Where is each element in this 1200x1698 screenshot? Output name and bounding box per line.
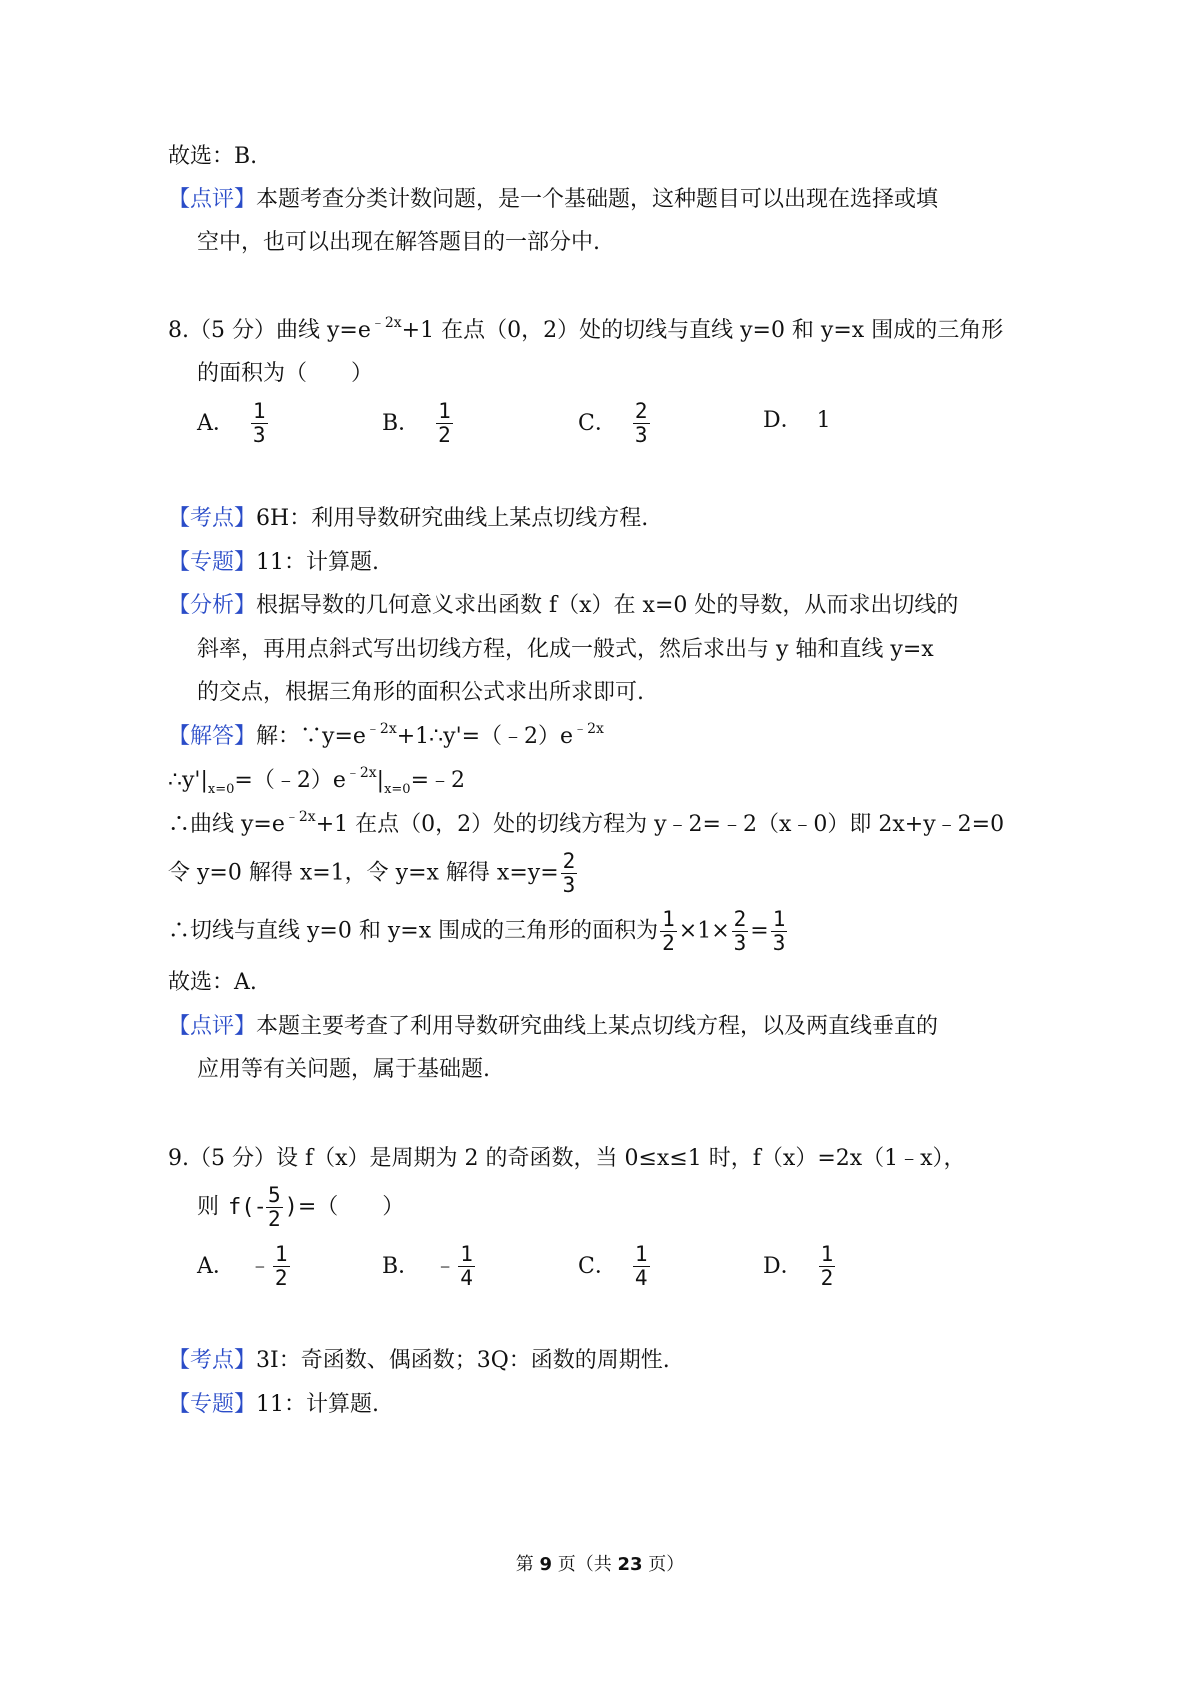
q8-jieda-line-3: ∴曲线 $y=e^{﹣2x}+1$ 在点（0，2）处的切线方程为 y﹣2=﹣2（x﹣0）即 2x+y﹣2=0: [168, 809, 1005, 837]
page-footer: 第 9 页（共 23 页）: [515, 1554, 685, 1575]
q8-fenxi-line-2: 斜率，再用点斜式写出切线方程，化成一般式，然后求出与 y 轴和直线 y=x: [197, 637, 934, 662]
q8-review-line-1: 【点评】本题主要考查了利用导数研究曲线上某点切线方程，以及两直线垂直的: [168, 1014, 939, 1039]
q8-fenxi-line-1: 【分析】根据导数的几何意义求出函数 f（x）在 x=0 处的导数，从而求出切线的: [168, 593, 959, 618]
q8-kaodian: 【考点】6H：利用导数研究曲线上某点切线方程.: [168, 506, 649, 531]
q8-fenxi-line-3: 的交点，根据三角形的面积公式求出所求即可.: [197, 680, 644, 705]
q8-option-b: B． $\frac{1}{2}$: [382, 399, 451, 447]
q8-jieda-line-5: ∴切线与直线 y=0 和 y=x 围成的三角形的面积为 $\frac{1}{2}$ ×1× $\frac{2}{3}$ = $\frac{1}{3}$: [168, 907, 786, 955]
prev-answer: 故选：B.: [168, 144, 258, 169]
q8-answer: 故选：A.: [168, 970, 257, 995]
q8-stem-text-b: +1 在点（0，2）处的切线与直线 y=0 和 y=x 围成的三角形: [401, 318, 1004, 343]
q8-stem-line-1: [168, 316, 1003, 348]
q9-option-c: C． $\frac{1}{4}$: [578, 1242, 648, 1290]
q8-zhuanti: 【专题】11：计算题.: [168, 550, 380, 575]
q9-option-d: D． $\frac{1}{2}$: [763, 1242, 834, 1290]
q9-zhuanti: 【专题】11：计算题.: [168, 1392, 380, 1417]
q8-option-d: D． 1: [763, 408, 831, 433]
review-tag: 【点评】: [168, 187, 257, 212]
q8-review-line-2: 应用等有关问题，属于基础题.: [197, 1057, 490, 1082]
prev-review-line-2: 空中，也可以出现在解答题目的一部分中.: [197, 230, 600, 255]
review-text: 本题考查分类计数问题，是一个基础题，这种题目可以出现在选择或填: [256, 187, 939, 212]
q8-option-a: A． $\frac{1}{3}$: [197, 399, 266, 447]
q9-kaodian: 【考点】3I：奇函数、偶函数；3Q：函数的周期性.: [168, 1348, 670, 1373]
q8-exponent: ﹣2x: [370, 315, 402, 331]
q8-stem-line-2: 的面积为（ ）: [197, 361, 374, 386]
q8-option-c: C． $\frac{2}{3}$: [578, 399, 648, 447]
q8-stem-text: 8.（5 分）曲线 y=e: [168, 318, 371, 343]
page-total: 23: [617, 1554, 643, 1575]
q9-option-b: B． ﹣ $\frac{1}{4}$: [382, 1242, 473, 1290]
q9-option-a: A． ﹣ $\frac{1}{2}$: [197, 1242, 288, 1290]
q8-jieda-line-4: 令 y=0 解得 x=1，令 y=x 解得 x=y= $\frac{2}{3}$: [168, 849, 576, 897]
q8-jieda-line-1: 【解答】解：$\because y=e^{﹣2x}+1\therefore y'=(﹣2)e^{﹣2x}$: [168, 721, 604, 749]
page-number: 9: [539, 1554, 552, 1575]
q8-jieda-line-2: $\therefore y'|_{x=0}=(﹣2)e^{﹣2x}|_{x=0}=﹣2$: [168, 765, 466, 797]
q9-stem-line-1: 9.（5 分）设 f（x）是周期为 2 的奇函数，当 0≤x≤1 时，f（x）=2x（1﹣x），: [168, 1146, 966, 1171]
prev-review-line-1: [168, 185, 938, 215]
q9-stem-line-2: 则 f(- $\frac{5}{2}$ )=（ ）: [197, 1183, 405, 1231]
